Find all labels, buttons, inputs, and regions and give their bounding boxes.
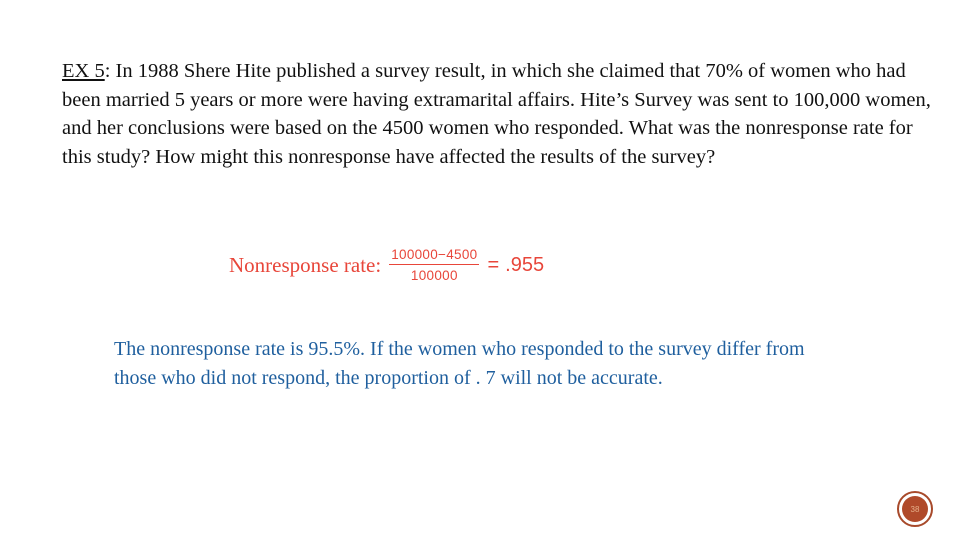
formula-numerator: 100000−4500: [391, 246, 478, 262]
formula-fraction: [389, 247, 479, 284]
formula-result: .955: [505, 253, 545, 276]
formula-equals-sign: =: [487, 253, 500, 276]
problem-statement: [62, 57, 942, 171]
answer-text: The nonresponse rate is 95.5%. If the women who responded to the survey differ from those who did not respond, the proportion of . 7 will not be accurate.: [114, 338, 805, 389]
slide-number: 38: [902, 496, 928, 522]
formula-label: Nonresponse rate:: [229, 252, 382, 277]
problem-text: In 1988 Shere Hite published a survey result, in which she claimed that 70% of women who had been married 5 years or more were having extramarital affairs. Hite’s Survey was sent to 100,000 women, and her conclusions were based on the 4500 women who responded. What was the nonresponse rate for this study? How might this nonresponse have affected the results of the survey?: [62, 60, 931, 168]
example-label: EX 5: [62, 60, 105, 82]
example-label-colon: :: [104, 60, 111, 82]
slide-number-badge: [897, 491, 933, 527]
nonresponse-formula: [229, 240, 544, 290]
formula-denominator: 100000: [410, 268, 458, 284]
